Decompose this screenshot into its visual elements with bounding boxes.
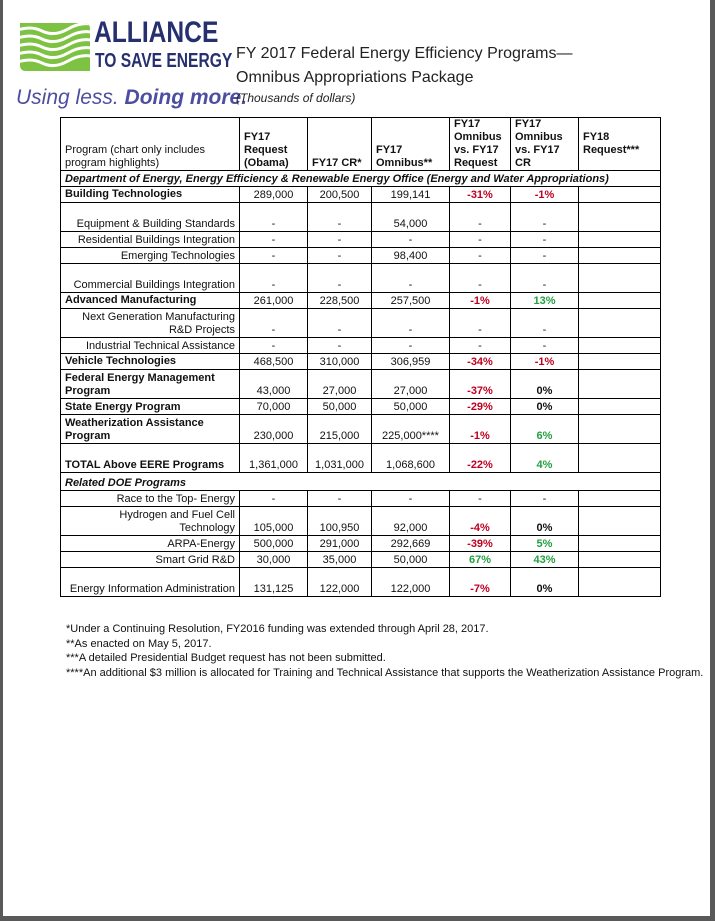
request-cell: 131,125 bbox=[240, 568, 308, 597]
fy18-cell bbox=[579, 309, 661, 338]
section-row bbox=[61, 171, 661, 187]
table-header-row bbox=[61, 118, 661, 171]
omnibus-cell: - bbox=[372, 491, 450, 507]
footnote: *Under a Continuing Resolution, FY2016 funding was extended through April 28, 2017. bbox=[66, 623, 489, 635]
request-cell: - bbox=[240, 491, 308, 507]
program-name: ARPA-Energy bbox=[61, 536, 240, 552]
vs-request-cell: -34% bbox=[450, 354, 511, 370]
fy18-cell bbox=[579, 399, 661, 415]
fy18-cell bbox=[579, 203, 661, 232]
vs-cr-cell: 0% bbox=[511, 568, 579, 597]
program-name: TOTAL Above EERE Programs bbox=[61, 444, 240, 473]
table-row bbox=[61, 232, 661, 248]
omnibus-cell: 92,000 bbox=[372, 507, 450, 536]
fy18-cell bbox=[579, 248, 661, 264]
program-name: Smart Grid R&D bbox=[61, 552, 240, 568]
vs-request-cell: - bbox=[450, 203, 511, 232]
vs-request-cell: - bbox=[450, 309, 511, 338]
cr-cell: 200,500 bbox=[308, 187, 372, 203]
vs-request-cell: -1% bbox=[450, 293, 511, 309]
omnibus-cell: 122,000 bbox=[372, 568, 450, 597]
omnibus-cell: - bbox=[372, 309, 450, 338]
table-row bbox=[61, 187, 661, 203]
omnibus-cell: - bbox=[372, 338, 450, 354]
vs-cr-cell: 0% bbox=[511, 370, 579, 399]
cr-cell: 1,031,000 bbox=[308, 444, 372, 473]
vs-request-cell: -22% bbox=[450, 444, 511, 473]
omnibus-cell: 27,000 bbox=[372, 370, 450, 399]
alliance-logo-waves-icon bbox=[20, 23, 90, 71]
vs-request-cell: - bbox=[450, 248, 511, 264]
table-row bbox=[61, 264, 661, 293]
vs-request-cell: -29% bbox=[450, 399, 511, 415]
cr-cell: 215,000 bbox=[308, 415, 372, 444]
vs-cr-cell: - bbox=[511, 491, 579, 507]
request-cell: - bbox=[240, 264, 308, 293]
table-row bbox=[61, 354, 661, 370]
footnote: ***A detailed Presidential Budget request has not been submitted. bbox=[66, 652, 386, 664]
logo-to-save-energy: TO SAVE ENERGY bbox=[95, 50, 233, 72]
table-row bbox=[61, 415, 661, 444]
program-name: Commercial Buildings Integration bbox=[61, 264, 240, 293]
vs-cr-cell: - bbox=[511, 203, 579, 232]
omnibus-cell: 1,068,600 bbox=[372, 444, 450, 473]
fy18-cell bbox=[579, 338, 661, 354]
vs-request-cell: -37% bbox=[450, 370, 511, 399]
fy18-cell bbox=[579, 370, 661, 399]
footnote: **As enacted on May 5, 2017. bbox=[66, 637, 212, 650]
document-title-line2: Omnibus Appropriations Package bbox=[236, 69, 474, 86]
vs-request-cell: -1% bbox=[450, 415, 511, 444]
cr-cell: - bbox=[308, 309, 372, 338]
tagline-part1: Using less. bbox=[16, 86, 125, 109]
omnibus-cell: 98,400 bbox=[372, 248, 450, 264]
request-cell: 289,000 bbox=[240, 187, 308, 203]
program-name: Energy Information Administration bbox=[61, 568, 240, 597]
fy18-cell bbox=[579, 536, 661, 552]
vs-request-cell: -39% bbox=[450, 536, 511, 552]
request-cell: 1,361,000 bbox=[240, 444, 308, 473]
table-row bbox=[61, 370, 661, 399]
vs-cr-cell: -1% bbox=[511, 187, 579, 203]
fy18-cell bbox=[579, 293, 661, 309]
fy18-cell bbox=[579, 264, 661, 293]
cr-cell: 27,000 bbox=[308, 370, 372, 399]
request-cell: - bbox=[240, 248, 308, 264]
program-name: Next Generation Manufacturing R&D Projects bbox=[61, 309, 240, 338]
vs-request-cell: - bbox=[450, 491, 511, 507]
vs-request-cell: -7% bbox=[450, 568, 511, 597]
logo-alliance: ALLIANCE bbox=[94, 16, 219, 49]
request-cell: 30,000 bbox=[240, 552, 308, 568]
request-cell: - bbox=[240, 203, 308, 232]
table-row bbox=[61, 309, 661, 338]
table-row bbox=[61, 568, 661, 597]
vs-request-cell: -31% bbox=[450, 187, 511, 203]
vs-cr-cell: - bbox=[511, 232, 579, 248]
vs-cr-cell: -1% bbox=[511, 354, 579, 370]
vs-request-cell: - bbox=[450, 264, 511, 293]
vs-cr-cell: 0% bbox=[511, 399, 579, 415]
vs-cr-cell: - bbox=[511, 338, 579, 354]
cr-cell: 310,000 bbox=[308, 354, 372, 370]
omnibus-cell: - bbox=[372, 264, 450, 293]
program-name: Race to the Top- Energy bbox=[61, 491, 240, 507]
request-cell: 261,000 bbox=[240, 293, 308, 309]
table-row bbox=[61, 338, 661, 354]
omnibus-cell: 306,959 bbox=[372, 354, 450, 370]
omnibus-cell: - bbox=[372, 232, 450, 248]
table-row bbox=[61, 507, 661, 536]
program-name: Residential Buildings Integration bbox=[61, 232, 240, 248]
omnibus-cell: 225,000**** bbox=[372, 415, 450, 444]
document-subtitle: (Thousands of dollars) bbox=[236, 91, 356, 105]
table-row bbox=[61, 399, 661, 415]
program-name: Vehicle Technologies bbox=[61, 354, 240, 370]
column-header: Program (chart only includes program highlights) bbox=[61, 118, 240, 171]
fy18-cell bbox=[579, 507, 661, 536]
vs-cr-cell: 6% bbox=[511, 415, 579, 444]
cr-cell: 100,950 bbox=[308, 507, 372, 536]
vs-cr-cell: - bbox=[511, 309, 579, 338]
column-header: FY17 CR* bbox=[308, 118, 372, 171]
cr-cell: - bbox=[308, 232, 372, 248]
appropriations-table bbox=[60, 117, 661, 597]
cr-cell: - bbox=[308, 338, 372, 354]
request-cell: - bbox=[240, 309, 308, 338]
vs-request-cell: - bbox=[450, 232, 511, 248]
cr-cell: 122,000 bbox=[308, 568, 372, 597]
fy18-cell bbox=[579, 491, 661, 507]
fy18-cell bbox=[579, 232, 661, 248]
column-header: FY17 Omnibus vs. FY17 Request bbox=[450, 118, 511, 171]
vs-request-cell: 67% bbox=[450, 552, 511, 568]
vs-cr-cell: 43% bbox=[511, 552, 579, 568]
section-heading: Department of Energy, Energy Efficiency & Renewable Energy Office (Energy and Water Appropriations) bbox=[61, 171, 661, 187]
request-cell: 105,000 bbox=[240, 507, 308, 536]
vs-cr-cell: 0% bbox=[511, 507, 579, 536]
fy18-cell bbox=[579, 568, 661, 597]
omnibus-cell: 50,000 bbox=[372, 399, 450, 415]
fy18-cell bbox=[579, 354, 661, 370]
vs-cr-cell: 13% bbox=[511, 293, 579, 309]
program-name: State Energy Program bbox=[61, 399, 240, 415]
vs-cr-cell: - bbox=[511, 264, 579, 293]
program-name: Weatherization Assistance Program bbox=[61, 415, 240, 444]
cr-cell: 35,000 bbox=[308, 552, 372, 568]
document-page bbox=[3, 0, 710, 916]
request-cell: - bbox=[240, 232, 308, 248]
request-cell: 230,000 bbox=[240, 415, 308, 444]
vs-request-cell: -4% bbox=[450, 507, 511, 536]
omnibus-cell: 199,141 bbox=[372, 187, 450, 203]
omnibus-cell: 54,000 bbox=[372, 203, 450, 232]
program-name: Building Technologies bbox=[61, 187, 240, 203]
fy18-cell bbox=[579, 187, 661, 203]
vs-cr-cell: - bbox=[511, 248, 579, 264]
section-heading: Related DOE Programs bbox=[61, 473, 661, 491]
tagline-part2: Doing more. bbox=[124, 86, 248, 109]
omnibus-cell: 257,500 bbox=[372, 293, 450, 309]
footnote: ****An additional $3 million is allocated for Training and Technical Assistance that supports the Weatherization Assistance Program. bbox=[66, 666, 704, 679]
program-name: Industrial Technical Assistance bbox=[61, 338, 240, 354]
document-title-line1: FY 2017 Federal Energy Efficiency Programs— bbox=[236, 45, 573, 62]
fy18-cell bbox=[579, 415, 661, 444]
fy18-cell bbox=[579, 444, 661, 473]
column-header: FY18 Request*** bbox=[579, 118, 661, 171]
vs-request-cell: - bbox=[450, 338, 511, 354]
cr-cell: - bbox=[308, 491, 372, 507]
cr-cell: - bbox=[308, 264, 372, 293]
table-row bbox=[61, 444, 661, 473]
program-name: Hydrogen and Fuel Cell Technology bbox=[61, 507, 240, 536]
table-row bbox=[61, 552, 661, 568]
table-row bbox=[61, 491, 661, 507]
vs-cr-cell: 4% bbox=[511, 444, 579, 473]
cr-cell: 50,000 bbox=[308, 399, 372, 415]
vs-cr-cell: 5% bbox=[511, 536, 579, 552]
table-row bbox=[61, 203, 661, 232]
column-header: FY17 Request (Obama) bbox=[240, 118, 308, 171]
omnibus-cell: 292,669 bbox=[372, 536, 450, 552]
program-name: Emerging Technologies bbox=[61, 248, 240, 264]
table-row bbox=[61, 536, 661, 552]
cr-cell: 291,000 bbox=[308, 536, 372, 552]
request-cell: 43,000 bbox=[240, 370, 308, 399]
cr-cell: - bbox=[308, 203, 372, 232]
request-cell: 500,000 bbox=[240, 536, 308, 552]
request-cell: 468,500 bbox=[240, 354, 308, 370]
section-row bbox=[61, 473, 661, 491]
omnibus-cell: 50,000 bbox=[372, 552, 450, 568]
tagline bbox=[16, 86, 247, 110]
program-name: Advanced Manufacturing bbox=[61, 293, 240, 309]
footnotes bbox=[66, 622, 706, 680]
program-name: Equipment & Building Standards bbox=[61, 203, 240, 232]
table-row bbox=[61, 293, 661, 309]
cr-cell: - bbox=[308, 248, 372, 264]
cr-cell: 228,500 bbox=[308, 293, 372, 309]
column-header: FY17 Omnibus vs. FY17 CR bbox=[511, 118, 579, 171]
request-cell: 70,000 bbox=[240, 399, 308, 415]
column-header: FY17 Omnibus** bbox=[372, 118, 450, 171]
program-name: Federal Energy Management Program bbox=[61, 370, 240, 399]
fy18-cell bbox=[579, 552, 661, 568]
request-cell: - bbox=[240, 338, 308, 354]
table-row bbox=[61, 248, 661, 264]
